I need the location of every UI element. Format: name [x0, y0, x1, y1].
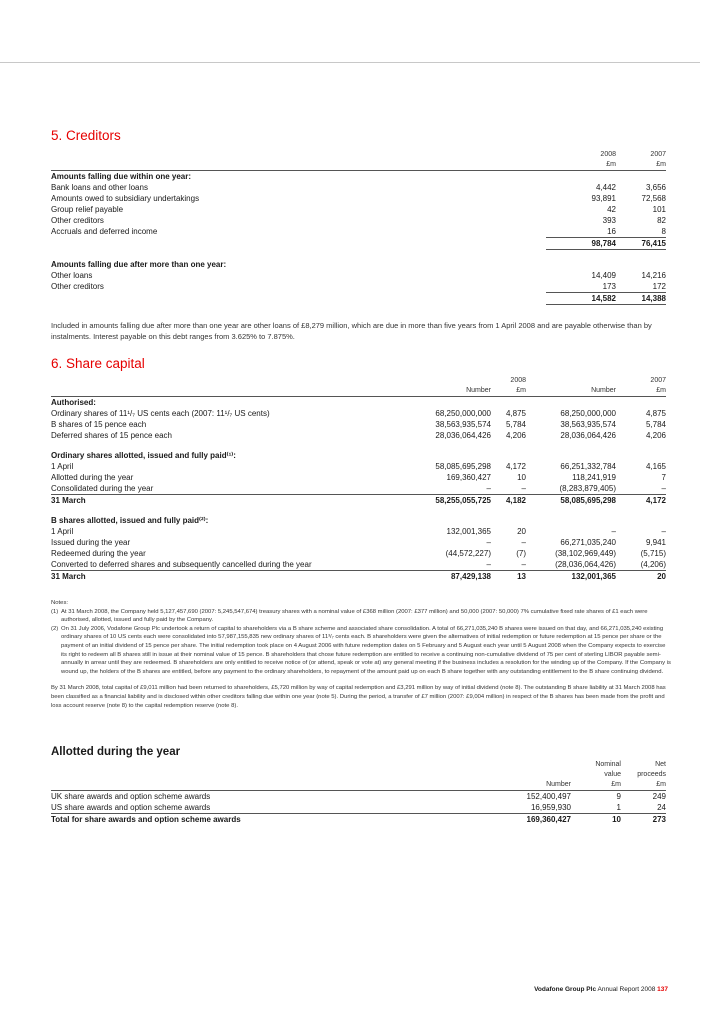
within-heading: Amounts falling due within one year: [51, 172, 192, 181]
number-2008: 132,001,365 [446, 527, 491, 536]
row-label: Group relief payable [51, 205, 124, 214]
after-heading: Amounts falling due after more than one year: [51, 260, 227, 269]
table-row [51, 802, 666, 814]
col-2008: 2008 [600, 151, 616, 158]
number-2008: 68,250,000,000 [435, 409, 491, 418]
number-2008: – [486, 484, 491, 493]
table-row [51, 526, 666, 537]
value-2007: 3,656 [645, 183, 666, 192]
total-number-2007: 58,085,695,298 [526, 495, 616, 507]
table-row [51, 408, 666, 419]
value-2007: – [661, 484, 666, 493]
row-label: Consolidated during the year [51, 484, 154, 493]
total-label: Total for share awards and option scheme awards [51, 814, 491, 826]
row-label: Ordinary shares of 11¹/₇ US cents each (2007: 11¹/₇ US cents) [51, 409, 270, 418]
number-2008: 28,036,064,426 [435, 431, 491, 440]
after-total-row [51, 293, 666, 305]
row-label: 1 April [51, 527, 74, 536]
number-2008: – [486, 560, 491, 569]
row-label: Converted to deferred shares and subsequently cancelled during the year [51, 560, 312, 569]
nominal-value: 1 [616, 803, 621, 812]
total-label: 31 March [51, 495, 396, 507]
row-label: B shares of 15 pence each [51, 420, 147, 429]
creditors-table [51, 150, 666, 305]
table-row [51, 537, 666, 548]
value-2007: 4,165 [645, 462, 666, 471]
row-label: Other creditors [51, 216, 104, 225]
value-2007: (5,715) [640, 549, 666, 558]
value-2008: 14,409 [591, 271, 616, 280]
value-2008: 4,442 [595, 183, 616, 192]
table-row [51, 483, 666, 495]
note-1 [51, 608, 671, 625]
bshares-total-row [51, 571, 666, 583]
net-value: 249 [652, 792, 666, 801]
notes-heading: Notes: [51, 600, 69, 606]
bshares-heading: B shares allotted, issued and fully paid⁽²⁾: [51, 516, 209, 525]
table-row [51, 430, 666, 441]
col-2007: 2007 [650, 151, 666, 158]
value-2008: 42 [607, 205, 616, 214]
total-2008: 98,784 [546, 238, 616, 250]
nominal-unit: £m [571, 780, 621, 791]
share-header-cols [51, 386, 666, 397]
row-label: Other creditors [51, 282, 104, 292]
value-2007: 172 [652, 282, 666, 291]
proceeds-label: proceeds [637, 771, 666, 778]
number-2007: 66,271,035,240 [560, 538, 616, 547]
ordinary-heading: Ordinary shares allotted, issued and fully paid⁽¹⁾: [51, 451, 236, 460]
row-label: 1 April [51, 462, 74, 471]
allotted-total-row [51, 814, 666, 826]
net-unit: £m [621, 780, 666, 791]
note-2 [51, 625, 671, 677]
total-2007: 14,388 [616, 293, 666, 305]
row-label: UK share awards and option scheme awards [51, 792, 211, 801]
value-2007: 8 [661, 227, 666, 236]
row-label: Allotted during the year [51, 473, 134, 482]
row-label: Accruals and deferred income [51, 227, 158, 237]
note-2-text: On 31 July 2006, Vodafone Group Plc undertook a return of capital to shareholders via a B share scheme and associated share consolidation. A total of 66,271,035,240 B shares were issued on that day, and 66,271,035,240 existing ordinary shares of 10 US cents each were consolidated into 57,987,155,835 new ordinary shares of 11³/₇ cents each. B shareholders were given the alternatives of initial redemption or future redemption at 15 pence per share or the payment of an initial dividend of 15 pence per share. The initial redemption took place on 4 August 2006 with future redemption dates on 5 February and 5 August each year until 5 August 2008 when the Company expects to exercise its right to redeem all B shares still in issue at their nominal value of 15 pence. B shareholders that chose future redemption are entitled to receive a continuing non-cumulative dividend of 75 per cent of sterling LIBOR payable semi-annually in arrear until they are redeemed. B shareholders are only entitled to receive notice of (or attend, speak or vote at) any general meeting if the business includes a resolution for the winding up of the Company. If the Company is wound up, the holders of the B shares are entitled, before any payment to the ordinary shareholders, to repayment of the amount paid up on each B share together with any outstanding entitlement to the B share continuing dividend. [61, 625, 671, 675]
year-2008: 2008 [510, 377, 526, 384]
total-2008: 14,582 [546, 293, 616, 305]
number-2007: 66,251,332,784 [560, 462, 616, 471]
net-value: 24 [657, 803, 666, 812]
number-2007: 68,250,000,000 [560, 409, 616, 418]
number-2008: – [486, 538, 491, 547]
creditors-header-units [51, 160, 666, 171]
after-heading-row [51, 259, 666, 270]
total-value-2007: 4,172 [616, 495, 666, 507]
allotted-header-3 [51, 780, 666, 791]
number-2007: (38,102,969,449) [555, 549, 616, 558]
share-capital-table [51, 376, 666, 582]
number-value: 16,959,930 [530, 803, 571, 812]
value-2008: – [521, 538, 526, 547]
creditors-note: Included in amounts falling due after more than one year are other loans of £8,279 million, which are due in more than five years from 1 April 2008 and are payable otherwise than by instalments. Interest payable on this debt ranges from 3.625% to 7.875%. [51, 321, 652, 341]
total-2007: 76,415 [616, 238, 666, 250]
table-row [51, 548, 666, 559]
number-2008-label: Number [396, 386, 491, 397]
value-label: value [604, 771, 621, 778]
table-row [51, 182, 666, 193]
value-2008: 173 [602, 282, 616, 291]
share-capital-notes [51, 599, 671, 710]
number-2007: 28,036,064,426 [560, 431, 616, 440]
number-2008: 58,085,695,298 [435, 462, 491, 471]
table-row [51, 559, 666, 571]
value-2007: 4,875 [645, 409, 666, 418]
table-row [51, 419, 666, 430]
table-row [51, 281, 666, 293]
number-2008: 38,563,935,574 [435, 420, 491, 429]
note-1-text: At 31 March 2008, the Company held 5,127,457,690 (2007: 5,245,547,674) treasury shares with a nominal value of £368 million (2007: £377 million) and 50,000 (2007: 50,000) 7% cumulative fixed rate shares of £1 each were authorised, allotted, issued and fully paid by the Company. [61, 608, 648, 624]
table-row [51, 791, 666, 803]
allotted-header-1 [51, 760, 666, 770]
number-2007: 118,241,919 [572, 473, 616, 482]
table-row [51, 204, 666, 215]
number-2008: (44,572,227) [445, 549, 491, 558]
value-2008: – [521, 560, 526, 569]
row-label: Issued during the year [51, 538, 131, 547]
value-2007: 82 [657, 216, 666, 225]
total-number-2008: 58,255,055,725 [396, 495, 491, 507]
value-2007: 9,941 [645, 538, 666, 547]
value-2007: 7 [661, 473, 666, 482]
authorised-heading-row [51, 397, 666, 409]
header-rule [0, 62, 700, 63]
creditors-header-years [51, 150, 666, 160]
page-number: 137 [657, 986, 668, 993]
row-label: Amounts owed to subsidiary undertakings [51, 194, 200, 203]
unit-2007: £m [616, 160, 666, 171]
value-2008: 20 [517, 527, 526, 536]
unit-2008-label: £m [491, 386, 526, 397]
table-row [51, 270, 666, 281]
value-2008: 4,875 [505, 409, 526, 418]
value-2008: 4,172 [505, 462, 526, 471]
value-2007: 4,206 [645, 431, 666, 440]
nominal-label: Nominal [595, 761, 621, 768]
table-row [51, 461, 666, 472]
value-2008: – [521, 484, 526, 493]
table-row [51, 193, 666, 204]
row-label: Other loans [51, 271, 93, 280]
value-2007: 72,568 [641, 194, 666, 203]
value-2008: 5,784 [505, 420, 526, 429]
total-net: 273 [621, 814, 666, 826]
share-capital-title: 6. Share capital [51, 356, 145, 371]
total-value-2007: 20 [616, 571, 666, 583]
value-2008: 93,891 [591, 194, 616, 203]
bshares-heading-row [51, 515, 666, 526]
total-number: 169,360,427 [491, 814, 571, 826]
share-header-years [51, 376, 666, 386]
unit-2008: £m [546, 160, 616, 171]
number-2008: 169,360,427 [446, 473, 491, 482]
value-2008: 10 [517, 473, 526, 482]
value-2008: 16 [607, 227, 616, 236]
total-label: 31 March [51, 571, 396, 583]
value-2007: – [661, 527, 666, 536]
table-row [51, 226, 666, 238]
total-nominal: 10 [571, 814, 621, 826]
table-row [51, 215, 666, 226]
page-footer [534, 986, 668, 993]
note-2-label: (2) [51, 625, 59, 632]
number-value: 152,400,497 [526, 792, 571, 801]
authorised-heading: Authorised: [51, 398, 96, 407]
row-label: US share awards and option scheme awards [51, 803, 211, 812]
number-2007: – [611, 527, 616, 536]
row-label: Redeemed during the year [51, 549, 146, 558]
value-2007: (4,206) [640, 560, 666, 569]
allotted-header-2 [51, 770, 666, 780]
ordinary-heading-row [51, 450, 666, 461]
row-label: Deferred shares of 15 pence each [51, 431, 172, 440]
value-2007: 14,216 [641, 271, 666, 280]
number-2007: (8,283,879,405) [559, 484, 616, 493]
value-2007: 5,784 [645, 420, 666, 429]
total-value-2008: 4,182 [491, 495, 526, 507]
value-2008: 393 [602, 216, 616, 225]
within-heading-row [51, 171, 666, 183]
ordinary-total-row [51, 495, 666, 507]
allotted-table [51, 760, 666, 825]
row-label: Bank loans and other loans [51, 183, 148, 192]
number-2007: 38,563,935,574 [560, 420, 616, 429]
note-1-label: (1) [51, 608, 59, 615]
year-2007: 2007 [650, 377, 666, 384]
total-value-2008: 13 [491, 571, 526, 583]
within-total-row [51, 238, 666, 250]
value-2007: 101 [652, 205, 666, 214]
unit-2007-label: £m [616, 386, 666, 397]
footer-report: Annual Report 2008 [596, 986, 658, 993]
value-2008: (7) [516, 549, 526, 558]
creditors-title: 5. Creditors [51, 128, 121, 143]
number-2007-label: Number [526, 386, 616, 397]
total-number-2007: 132,001,365 [526, 571, 616, 583]
value-2008: 4,206 [505, 431, 526, 440]
allotted-title: Allotted during the year [51, 746, 181, 758]
footer-company: Vodafone Group Plc [534, 986, 597, 993]
number-2007: (28,036,064,426) [555, 560, 616, 569]
table-row [51, 472, 666, 483]
closing-paragraph: By 31 March 2008, total capital of £9,011 million had been returned to shareholders, £5,720 million by way of capital redemption and £3,291 million by way of initial dividend (note 8). The outstanding B share liability at 31 March 2008 has been classified as a financial liability and is disclosed within other creditors falling due within one year (note 5). During the period, a transfer of £7 million (2007: £9,004 million) in respect of the B shares has been made from the profit and loss account reserve (note 8) to the capital redemption reserve (note 8). [51, 685, 666, 709]
total-number-2008: 87,429,138 [396, 571, 491, 583]
nominal-value: 9 [616, 792, 621, 801]
net-label: Net [655, 761, 666, 768]
number-label: Number [491, 780, 571, 791]
